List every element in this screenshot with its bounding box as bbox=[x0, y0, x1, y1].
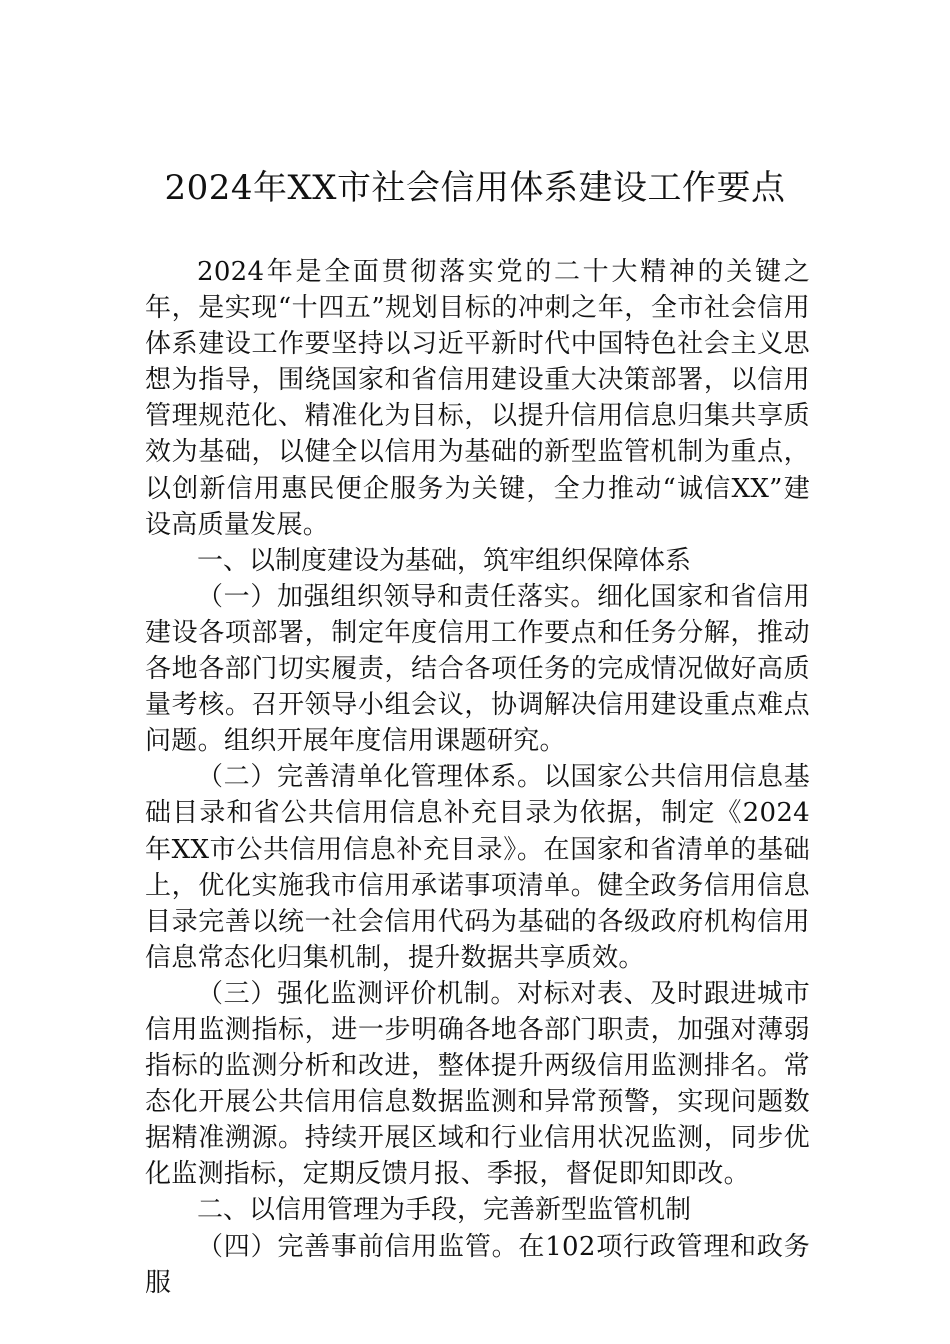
section-heading-1: 一、以制度建设为基础，筑牢组织保障体系 bbox=[197, 545, 692, 576]
item-paragraph-3: （三）强化监测评价机制。对标对表、及时跟进城市信用监测指标，进一步明确各地各部门职责，加强对薄弱指标的监测分析和改进，整体提升两级信用监测排名。常态化开展公共信用信息数据监测和异常预警，实现问题数据精准溯源。持续开展区域和行业信用状况监测，同步优化监测指标，定期反馈月报、季报，督促即知即改。 bbox=[145, 978, 810, 1190]
intro-paragraph: 2024年是全面贯彻落实党的二十大精神的关键之年，是实现“十四五”规划目标的冲刺之年，全市社会信用体系建设工作要坚持以习近平新时代中国特色社会主义思想为指导，围绕国家和省信用建设重大决策部署，以信用管理规范化、精准化为目标，以提升信用信息归集共享质效为基础，以健全以信用为基础的新型监管机制为重点，以创新信用惠民便企服务为关键，全力推动“诚信XX”建设高质量发展。 bbox=[145, 257, 810, 540]
document-title: 2024年XX市社会信用体系建设工作要点 bbox=[164, 168, 786, 208]
document-body bbox=[145, 254, 810, 1301]
item-paragraph-1: （一）加强组织领导和责任落实。细化国家和省信用建设各项部署，制定年度信用工作要点和任务分解，推动各地各部门切实履责，结合各项任务的完成情况做好高质量考核。召开领导小组会议，协调解决信用建设重点难点问题。组织开展年度信用课题研究。 bbox=[145, 581, 810, 757]
item-paragraph-2: （二）完善清单化管理体系。以国家公共信用信息基础目录和省公共信用信息补充目录为依据，制定《2024年XX市公共信用信息补充目录》。在国家和省清单的基础上，优化实施我市信用承诺事项清单。健全政务信用信息目录完善以统一社会信用代码为基础的各级政府机构信用信息常态化归集机制，提升数据共享质效。 bbox=[145, 762, 810, 973]
item-paragraph-4: （四）完善事前信用监管。在102项行政管理和政务服 bbox=[145, 1231, 810, 1298]
section-heading-2: 二、以信用管理为手段，完善新型监管机制 bbox=[197, 1195, 692, 1226]
